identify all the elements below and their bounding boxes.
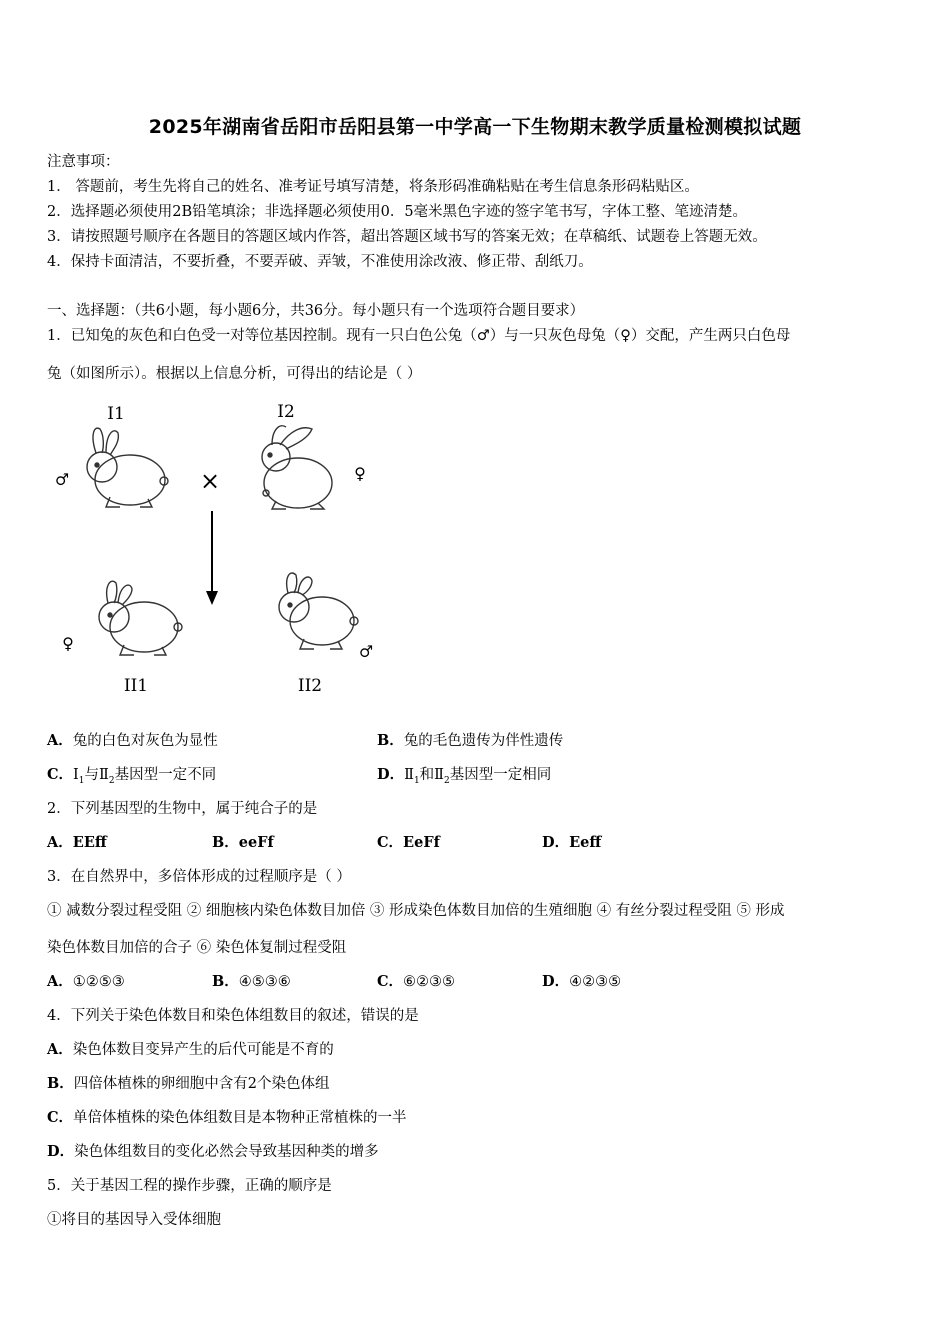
option-label: A．	[47, 1041, 73, 1058]
option-text: Ⅱ	[404, 767, 414, 783]
option-label: A．	[47, 732, 73, 749]
q3-items-line1: ① 减数分裂过程受阻 ② 细胞核内染色体数目加倍 ③ 形成染色体数目加倍的生殖细胞 ④ 有丝分裂过程受阻 ⑤ 形成	[47, 903, 785, 919]
rabbit-II1-icon	[99, 581, 182, 655]
q2-option-d[interactable]	[542, 833, 601, 853]
q5-item-1: ①将目的基因导入受体细胞	[47, 1212, 221, 1228]
option-text: 染色体组数目的变化必然会导致基因种类的增多	[74, 1144, 379, 1160]
option-text: 兔的毛色遗传为伴性遗传	[403, 733, 564, 749]
option-text: eeFf	[238, 834, 274, 851]
rabbit-pedigree-figure	[40, 395, 400, 705]
q3-option-a[interactable]	[47, 972, 125, 992]
q3-option-d[interactable]	[542, 972, 621, 992]
female-symbol-II1: ♀	[62, 634, 74, 653]
notice-item-4: 4．保持卡面清洁，不要折叠，不要弄破、弄皱，不准使用涂改液、修正带、刮纸刀。	[47, 254, 593, 270]
option-text: Ⅰ	[73, 767, 79, 783]
rabbit-I2-icon	[262, 426, 332, 509]
option-label: C．	[377, 973, 404, 990]
option-label: C．	[377, 834, 404, 851]
label-I1: I1	[107, 404, 125, 424]
notice-item-1: 1． 答题前，考生先将自己的姓名、准考证号填写清楚，将条形码准确粘贴在考生信息条形码粘贴区。	[47, 179, 699, 195]
q4-option-c[interactable]	[47, 1108, 407, 1128]
option-text: 和Ⅱ	[419, 767, 445, 783]
q1-stem-line1: 1．已知兔的灰色和白色受一对等位基因控制。现有一只白色公兔（♂）与一只灰色母兔（♀）交配，产生两只白色母	[47, 328, 791, 344]
q1-option-c[interactable]	[47, 765, 216, 791]
option-text: ④②③⑤	[569, 974, 622, 990]
option-text: ⑥②③⑤	[403, 974, 456, 990]
option-text: ①②⑤③	[72, 974, 125, 990]
option-text: ④⑤③⑥	[238, 974, 291, 990]
label-II1: II1	[123, 676, 149, 696]
q3-stem: 3．在自然界中，多倍体形成的过程顺序是（ ）	[47, 869, 351, 885]
q1-option-b[interactable]	[377, 731, 563, 751]
q4-stem: 4．下列关于染色体数目和染色体组数目的叙述，错误的是	[47, 1008, 419, 1024]
option-label: A．	[47, 973, 73, 990]
option-label: B．	[47, 1075, 74, 1092]
arrow-head-icon	[206, 591, 218, 605]
page-title: 2025年湖南省岳阳市岳阳县第一中学高一下生物期末教学质量检测模拟试题	[148, 116, 802, 138]
option-label: D．	[542, 834, 570, 851]
notice-item-3: 3．请按照题号顺序在各题目的答题区域内作答，超出答题区域书写的答案无效；在草稿纸、试题卷上答题无效。	[47, 229, 767, 245]
q4-option-a[interactable]	[47, 1040, 334, 1060]
option-text: 单倍体植株的染色体组数目是本物种正常植株的一半	[73, 1110, 407, 1126]
option-label: B．	[212, 973, 239, 990]
option-text: 基因型一定相同	[449, 767, 552, 783]
option-text: Eeff	[569, 834, 602, 851]
section-heading: 一、选择题：（共6小题，每小题6分，共36分。每小题只有一个选项符合题目要求）	[47, 303, 585, 319]
q3-items-line2: 染色体数目加倍的合子 ⑥ 染色体复制过程受阻	[47, 940, 347, 956]
option-label: D．	[377, 766, 405, 783]
option-text: 四倍体植株的卵细胞中含有2个染色体组	[73, 1076, 330, 1092]
option-label: A．	[47, 834, 73, 851]
subscript: 1	[413, 775, 420, 786]
option-text: 兔的白色对灰色为显性	[72, 733, 218, 749]
q3-option-c[interactable]	[377, 972, 455, 992]
option-label: D．	[47, 1143, 75, 1160]
q2-option-b[interactable]	[212, 833, 274, 853]
rabbit-I1-icon	[87, 428, 168, 507]
q1-option-d[interactable]	[377, 765, 551, 791]
option-label: C．	[47, 1109, 74, 1126]
subscript: 2	[444, 775, 450, 786]
option-text: EEff	[72, 834, 107, 851]
subscript: 2	[108, 775, 115, 786]
female-symbol-I2: ♀	[354, 464, 366, 483]
q2-option-a[interactable]	[47, 833, 107, 853]
option-label: C．	[47, 766, 74, 783]
male-symbol-II2: ♂	[358, 642, 374, 661]
subscript: 1	[78, 775, 85, 786]
q5-stem: 5．关于基因工程的操作步骤，正确的顺序是	[47, 1178, 332, 1194]
label-II2: II2	[297, 676, 323, 696]
q1-option-a[interactable]	[47, 731, 218, 751]
q4-option-b[interactable]	[47, 1074, 330, 1094]
option-label: B．	[212, 834, 239, 851]
q3-option-b[interactable]	[212, 972, 291, 992]
label-I2: I2	[277, 402, 295, 422]
option-text: 与Ⅱ	[84, 767, 109, 783]
q1-stem-line2: 兔（如图所示）。根据以上信息分析，可得出的结论是（ ）	[47, 366, 422, 382]
option-text: 染色体数目变异产生的后代可能是不育的	[72, 1042, 334, 1058]
option-label: B．	[377, 732, 404, 749]
cross-symbol: ×	[199, 467, 221, 495]
option-label: D．	[542, 973, 570, 990]
rabbit-II2-icon	[279, 573, 358, 649]
option-text: EeFf	[403, 834, 440, 851]
q2-stem: 2．下列基因型的生物中，属于纯合子的是	[47, 801, 318, 817]
notice-heading: 注意事项：	[47, 154, 120, 170]
notice-item-2: 2．选择题必须使用2B铅笔填涂；非选择题必须使用0．5毫米黑色字迹的签字笔书写，字体工整、笔迹清楚。	[47, 204, 748, 220]
male-symbol-I1: ♂	[54, 470, 70, 489]
option-text: 基因型一定不同	[114, 767, 217, 783]
q2-option-c[interactable]	[377, 833, 440, 853]
q4-option-d[interactable]	[47, 1142, 379, 1162]
